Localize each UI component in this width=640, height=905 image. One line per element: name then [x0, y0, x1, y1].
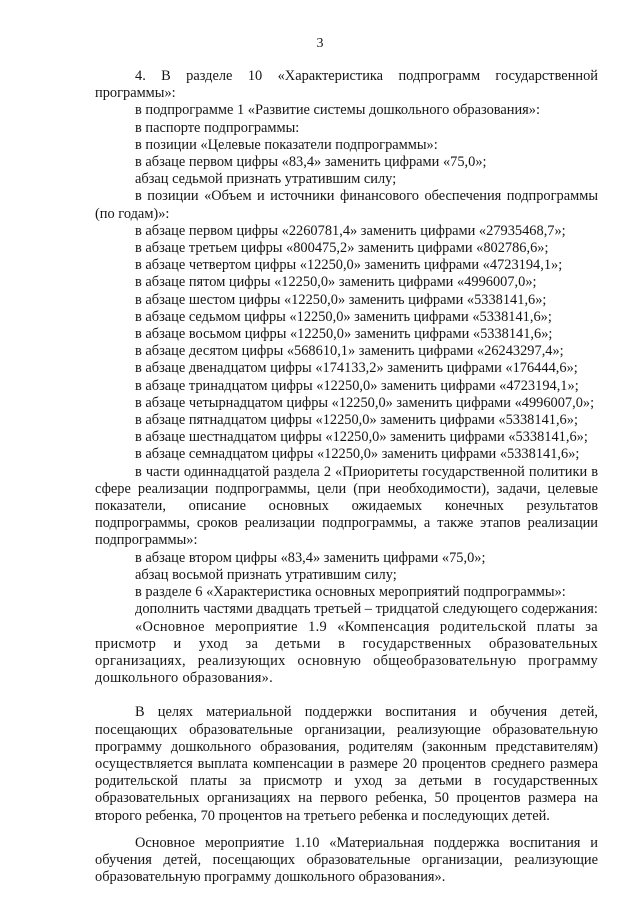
- paragraph: в абзаце пятом цифры «12250,0» заменить цифрами «4996007,0»;: [135, 274, 537, 291]
- paragraph: в абзаце втором цифры «83,4» заменить цифрами «75,0»;: [135, 549, 486, 566]
- paragraph: абзац седьмой признать утратившим силу;: [135, 171, 397, 188]
- paragraph: в абзаце семнадцатом цифры «12250,0» заменить цифрами «5338141,6»;: [135, 446, 580, 463]
- paragraph: в паспорте подпрограммы:: [135, 119, 300, 136]
- paragraph: 4. В разделе 10 «Характеристика подпрограмм государственной программы»:: [95, 68, 598, 102]
- paragraph: в позиции «Целевые показатели подпрограммы»:: [135, 136, 438, 153]
- paragraph: Основное мероприятие 1.10 «Материальная поддержка воспитания и обучения детей, посещающих образовательные организации, реализующие образовательную программу дошкольного образования».: [95, 834, 598, 886]
- paragraph: в абзаце третьем цифры «800475,2» заменить цифрами «802786,6»;: [135, 240, 549, 257]
- paragraph: в абзаце четырнадцатом цифры «12250,0» заменить цифрами «4996007,0»;: [135, 394, 595, 411]
- paragraph: в абзаце первом цифры «2260781,4» заменить цифрами «27935468,7»;: [135, 222, 566, 239]
- paragraph: в абзаце десятом цифры «568610,1» заменить цифрами «26243297,4»;: [135, 343, 564, 360]
- paragraph: в абзаце пятнадцатом цифры «12250,0» заменить цифрами «5338141,6»;: [135, 412, 578, 429]
- paragraph: в абзаце двенадцатом цифры «174133,2» заменить цифрами «176444,6»;: [135, 360, 578, 377]
- paragraph: в подпрограмме 1 «Развитие системы дошкольного образования»:: [135, 102, 540, 119]
- paragraph: в абзаце четвертом цифры «12250,0» заменить цифрами «4723194,1»;: [135, 257, 563, 274]
- paragraph: «Основное мероприятие 1.9 «Компенсация родительской платы за присмотр и уход за детьми в государственных образовательных организациях, реализующих основную общеобразовательную программу дошкольного образования».: [95, 618, 598, 687]
- paragraph: в разделе 6 «Характеристика основных мероприятий подпрограммы»:: [135, 584, 566, 601]
- document-body: [95, 68, 598, 886]
- paragraph: в абзаце восьмом цифры «12250,0» заменить цифрами «5338141,6»;: [135, 326, 553, 343]
- paragraph: в абзаце шестом цифры «12250,0» заменить цифрами «5338141,6»;: [135, 291, 547, 308]
- paragraph: В целях материальной поддержки воспитания и обучения детей, посещающих образовательные организации, реализующие образовательную программу дошкольного образования, родителям (законным представителям) осуществляется выплата компенсации в размере 20 процентов среднего размера родительской платы за присмотр и уход за детьми в государственных образовательных организациях на первого ребенка, 50 процентов размера на второго ребенка, 70 процентов на третьего ребенка и последующих детей.: [95, 704, 598, 824]
- paragraph: в абзаце первом цифры «83,4» заменить цифрами «75,0»;: [135, 154, 487, 171]
- page-number: 3: [316, 36, 324, 51]
- paragraph: в абзаце тринадцатом цифры «12250,0» заменить цифрами «4723194,1»;: [135, 377, 579, 394]
- paragraph: дополнить частями двадцать третьей – тридцатой следующего содержания:: [135, 601, 598, 618]
- paragraph: в позиции «Объем и источники финансового обеспечения подпрограммы (по годам)»:: [95, 188, 598, 222]
- paragraph: в части одиннадцатой раздела 2 «Приоритеты государственной политики в сфере реализации подпрограммы, цели (при необходимости), задачи, целевые показатели, описание основных ожидаемых конечных результатов подпрограммы, сроков реализации подпрограммы, а также этапов реализации подпрограммы»:: [95, 463, 598, 549]
- paragraph: абзац восьмой признать утратившим силу;: [135, 566, 397, 583]
- paragraph: в абзаце седьмом цифры «12250,0» заменить цифрами «5338141,6»;: [135, 308, 552, 325]
- paragraph: в абзаце шестнадцатом цифры «12250,0» заменить цифрами «5338141,6»;: [135, 429, 588, 446]
